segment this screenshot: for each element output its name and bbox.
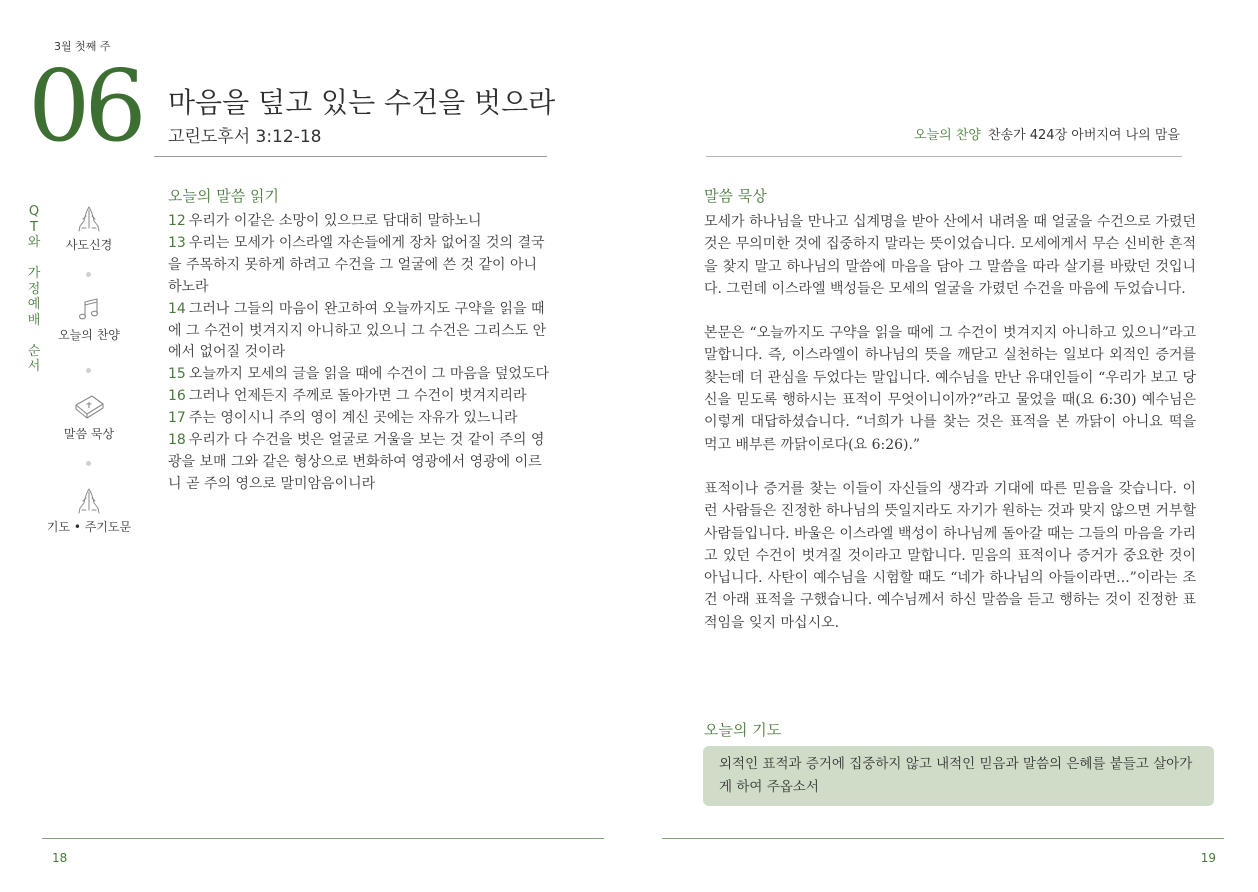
verse-text: 우리가 이같은 소망이 있으므로 담대히 말하노니 <box>188 213 482 229</box>
verse-number: 14 <box>168 300 186 317</box>
prayer-box: 외적인 표적과 증거에 집중하지 않고 내적인 믿음과 말씀의 은혜를 붙들고 살아가게 하여 주옵소서 <box>703 746 1214 806</box>
footer-divider-left <box>42 838 604 839</box>
verse <box>168 213 482 229</box>
meditation-paragraph: 표적이나 증거를 찾는 이들이 자신들의 생각과 기대에 따른 믿음을 갖습니다. 이런 사람들은 진정한 하나님의 뜻일지라도 자기가 원하는 것과 맞지 않으면 거부할 사람들입니다. 바울은 이스라엘 백성이 하나님께 돌아갈 때는 그들의 마음을 가리고 있던 수건이 벗겨질 것이라고 말합니다. 믿음의 표적이나 증거가 중요한 것이 아닙니다. 사탄이 예수님을 시험할 때도 “네가 하나님의 아들이라면...”이라는 조건 아래 표적을 구했습니다. 예수님께서 하신 말씀을 듣고 행하는 것이 진정한 표적임을 잊지 마십시오. <box>704 480 1196 631</box>
sidebar-item-hymn <box>41 294 137 343</box>
sidebar-item-label: 기도 • 주기도문 <box>46 520 132 534</box>
meditation-body <box>704 211 1196 656</box>
verse-number: 13 <box>168 234 186 251</box>
meditation-section-title: 말씀 묵상 <box>704 187 767 205</box>
sidebar-item-prayer <box>41 486 137 535</box>
vertical-char: 예 <box>27 297 41 312</box>
verse <box>168 432 544 492</box>
vertical-char: T <box>30 219 38 235</box>
verse <box>168 410 518 426</box>
week-label: 3월 첫째 주 <box>54 40 111 53</box>
header-divider-left <box>154 156 547 157</box>
verse-number: 12 <box>168 213 186 229</box>
sidebar-item-meditation <box>41 391 137 442</box>
meditation-paragraph: 모세가 하나님을 만나고 십계명을 받아 산에서 내려올 때 얼굴을 수건으로 가렸던 것은 무의미한 것에 집중하지 말라는 뜻이었습니다. 모세에게서 무슨 신비한 흔적을 찾지 말고 하나님의 말씀에 마음을 담아 그 말씀을 따라 살기를 바랐던 것입니다. 그런데 이스라엘 백성들은 모세의 얼굴을 가렸던 수건을 마음에 두었습니다. <box>704 214 1196 297</box>
verse-number: 15 <box>168 366 186 383</box>
sidebar-item-label: 오늘의 찬양 <box>58 328 120 342</box>
verse-text: 그러나 그들의 마음이 완고하여 오늘까지도 구약을 읽을 때에 그 수건이 벗겨지지 아니하고 있으니 그 수건은 그리스도 안에서 없어질 것이라 <box>168 300 547 361</box>
header-divider-right <box>706 156 1182 157</box>
verse-number: 17 <box>168 410 186 427</box>
verse-number: 16 <box>168 388 186 405</box>
praying-hands-icon <box>74 486 104 516</box>
prayer-section-title: 오늘의 기도 <box>704 721 782 739</box>
page-number-right: 19 <box>1200 851 1216 865</box>
meditation-paragraph: 본문은 “오늘까지도 구약을 읽을 때에 그 수건이 벗겨지지 아니하고 있으니”라고 말합니다. 즉, 이스라엘이 하나님의 뜻을 깨닫고 실천하는 일보다 외적인 증거를 찾는데 더 관심을 두었다는 말입니다. 예수님을 만난 유대인들이 “우리가 보고 당신을 믿도록 행하시는 표적이 무엇이니이까?”라고 물었을 때(요 6:30) 예수님은 이렇게 대답하셨습니다. “너희가 나를 찾는 것은 표적을 본 까닭이 아니요 떡을 먹고 배부른 까닭이로다(요 6:26).” <box>704 325 1196 453</box>
verse-text: 그러나 언제든지 주께로 돌아가면 그 수건이 벗겨지리라 <box>188 388 527 405</box>
page-number-left: 18 <box>52 851 68 865</box>
scripture-verses <box>168 211 550 496</box>
verse <box>168 366 549 382</box>
sidebar-item-label: 사도신경 <box>65 238 113 252</box>
scripture-reference: 고린도후서 3:12-18 <box>168 127 322 147</box>
day-number: 06 <box>28 50 141 164</box>
vertical-gap <box>26 251 42 267</box>
verse-text: 우리는 모세가 이스라엘 자손들에게 장차 없어질 것의 결국을 주목하지 못하게 하려고 수건을 그 얼굴에 쓴 것 같이 아니하노라 <box>168 234 545 295</box>
hymn-label: 오늘의 찬양 <box>914 128 981 143</box>
verse-number: 18 <box>168 432 186 449</box>
verse-text: 오늘까지 모세의 글을 읽을 때에 수건이 그 마음을 덮었도다 <box>188 366 550 383</box>
vertical-char: 배 <box>27 312 41 328</box>
sidebar-item-label: 말씀 묵상 <box>63 427 115 441</box>
vertical-char: 가 <box>27 266 41 281</box>
verse <box>168 235 545 295</box>
vertical-char: 서 <box>27 359 41 374</box>
sidebar-item-apostles-creed <box>41 204 137 253</box>
verse <box>168 388 527 404</box>
separator-dot <box>86 368 91 373</box>
footer-divider-right <box>662 838 1224 839</box>
verse-text: 우리가 다 수건을 벗은 얼굴로 거울을 보는 것 같이 주의 영광을 보매 그와 같은 형상으로 변화하여 영광에서 영광에 이르니 곧 주의 영으로 말미암음이니라 <box>168 432 545 492</box>
separator-dot <box>86 272 91 277</box>
praying-hands-icon <box>74 204 104 234</box>
hymn-title: 찬송가 424장 아버지여 나의 맘을 <box>987 128 1180 143</box>
vertical-char: 와 <box>27 235 41 250</box>
todays-hymn <box>914 124 1180 143</box>
vertical-gap <box>26 328 42 344</box>
reading-section-title: 오늘의 말씀 읽기 <box>168 187 279 205</box>
separator-dot <box>86 461 91 466</box>
vertical-char: 정 <box>27 281 41 297</box>
music-note-icon <box>74 294 104 324</box>
verse-text: 주는 영이시니 주의 영이 계신 곳에는 자유가 있느니라 <box>188 410 518 427</box>
vertical-order-label <box>26 204 42 375</box>
bible-icon <box>72 391 106 423</box>
verse <box>168 301 546 361</box>
vertical-char: Q <box>28 204 40 219</box>
page-title: 마음을 덮고 있는 수건을 벗으라 <box>168 86 556 119</box>
vertical-char: 순 <box>27 343 41 359</box>
